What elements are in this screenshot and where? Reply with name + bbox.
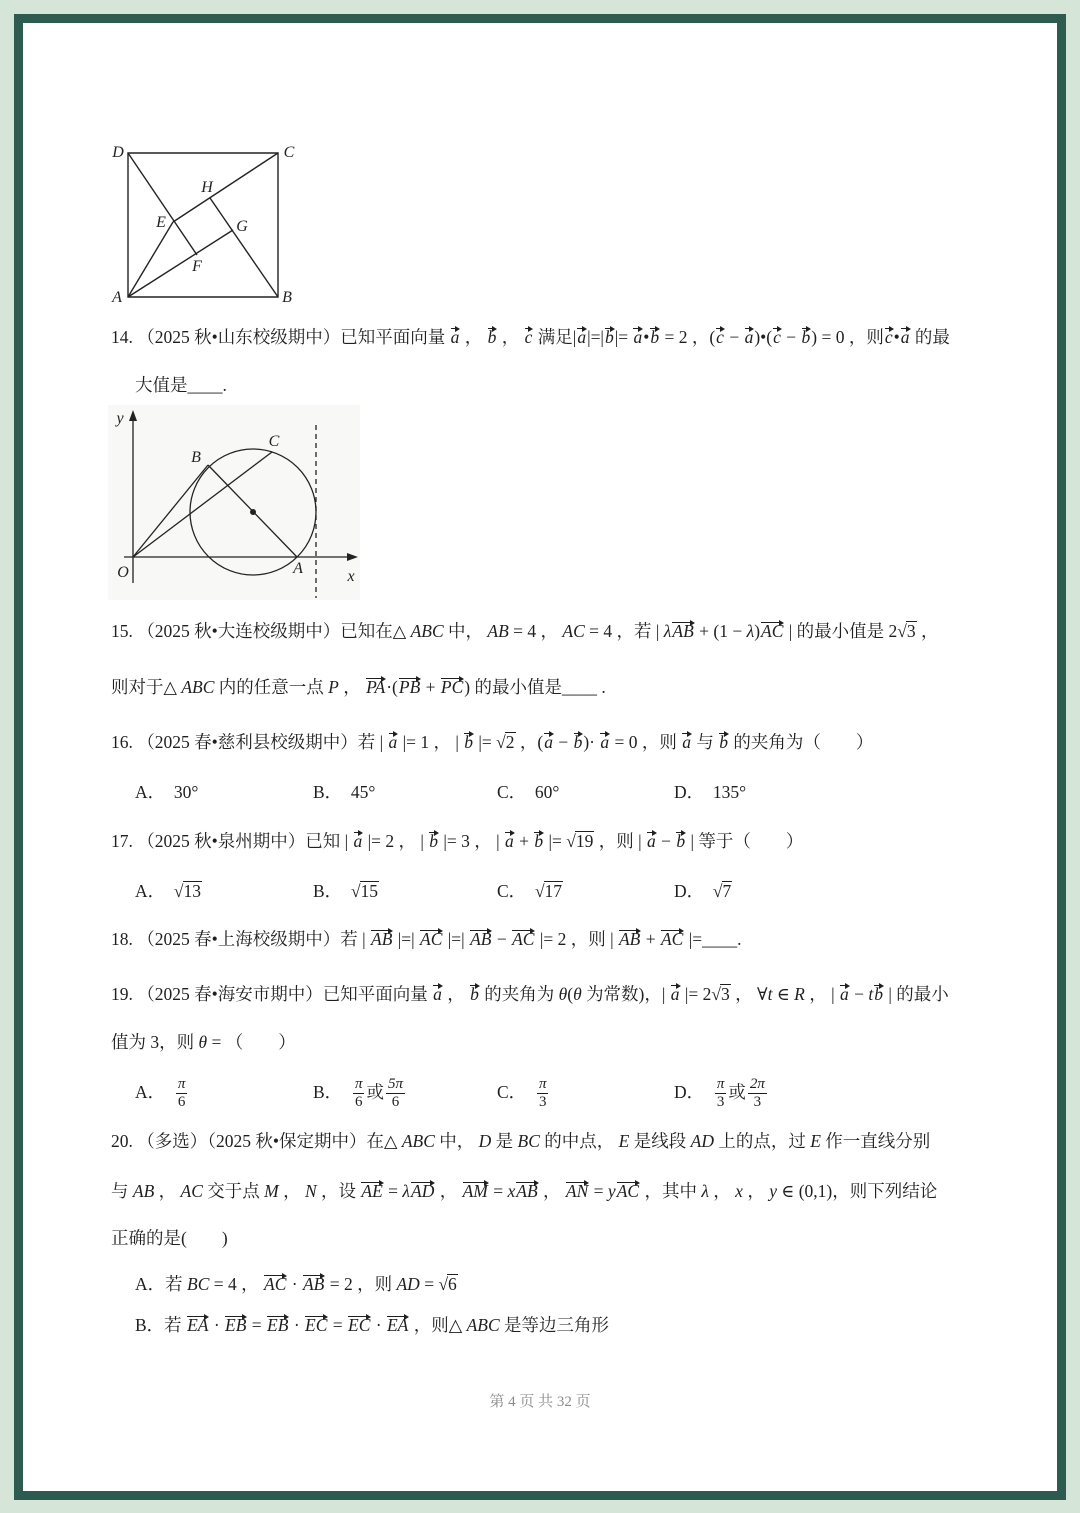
text-run: =	[589, 1181, 608, 1201]
fraction-denominator: 6	[354, 1094, 363, 1111]
text-run: 是	[491, 1131, 518, 1151]
text-run: −	[849, 984, 869, 1004]
segment-b-h	[210, 198, 278, 297]
text-run: C．	[497, 1082, 535, 1102]
text-run: |= 1 ， |	[398, 732, 464, 752]
vector-symbol: b	[676, 831, 686, 851]
q16-stem	[111, 730, 873, 754]
math-italic: AB	[487, 621, 509, 641]
q19-line-1	[111, 982, 949, 1006]
q14-line-2	[135, 373, 227, 397]
vector-symbol: b	[429, 831, 439, 851]
fraction	[386, 1077, 405, 1110]
axis-label-x: x	[347, 568, 355, 585]
vector-symbol: AC	[616, 1181, 640, 1201]
vector-symbol: c	[884, 327, 893, 347]
vector-symbol: a	[900, 327, 910, 347]
vector-symbol: a	[647, 831, 656, 851]
text-run: A．若	[135, 1274, 188, 1294]
text-run: 是线段	[629, 1131, 691, 1151]
math-italic: AD	[690, 1131, 714, 1151]
text-run: 17. （2025 秋•泉州期中）已知 |	[111, 831, 353, 851]
vector-symbol: AD	[411, 1181, 435, 1201]
vector-symbol: PA	[366, 677, 386, 697]
text-run: ·	[371, 1315, 386, 1335]
radicand: 13	[183, 881, 201, 901]
vector-symbol: PC	[440, 677, 464, 697]
vector-symbol: AC	[512, 929, 535, 949]
vector-symbol: EB	[225, 1315, 247, 1335]
text-run: ，则 |	[594, 831, 647, 851]
text-run: 的夹角为	[479, 984, 559, 1004]
point-label-c: C	[268, 433, 280, 450]
text-run: ，	[538, 1181, 565, 1201]
math-italic: AC	[562, 621, 585, 641]
text-run: √	[350, 881, 361, 901]
math-italic: x	[507, 1181, 516, 1201]
math-italic: x	[735, 1181, 743, 1201]
q16-option-b	[313, 780, 375, 804]
vertex-label-g: G	[236, 218, 248, 235]
math-italic: E	[618, 1131, 630, 1151]
text-run: ) 的最小值是____ .	[464, 677, 606, 697]
q16-option-a	[135, 780, 198, 804]
text-run: 值为 3，则	[111, 1032, 199, 1052]
math-italic: λ	[701, 1181, 709, 1201]
text-run: ，	[497, 327, 524, 347]
vector-symbol: a	[388, 732, 398, 752]
vector-symbol: AB	[302, 1274, 325, 1294]
q19-option-a	[135, 1075, 189, 1109]
math-italic: λ	[402, 1181, 411, 1201]
vertex-label-b: B	[282, 289, 292, 306]
vector-symbol: b	[470, 984, 479, 1004]
text-run: = 2 ，则	[325, 1274, 397, 1294]
text-run: = （ ）	[207, 1032, 296, 1052]
math-italic: λ	[746, 621, 755, 641]
math-italic: BC	[517, 1131, 540, 1151]
vector-symbol: AC	[761, 621, 784, 641]
math-italic: N	[304, 1181, 317, 1201]
text-run: 14. （2025 秋•山东校级期中）已知平面向量	[111, 327, 450, 347]
math-italic: BC	[187, 1274, 210, 1294]
text-run: ·	[289, 1315, 305, 1335]
math-italic: y	[769, 1181, 777, 1201]
text-run: 上的点，过	[713, 1131, 811, 1151]
fraction	[353, 1077, 365, 1110]
vertex-label-f: F	[192, 258, 202, 275]
page-number-footer: 第 4 页 共 32 页	[489, 1394, 591, 1410]
text-run: 正确的是( )	[111, 1228, 228, 1248]
text-run: = 2 ，(	[660, 327, 716, 347]
vertex-label-c: C	[283, 144, 295, 161]
fraction-numerator: π	[354, 1076, 363, 1093]
text-run: ·(	[386, 677, 398, 697]
vector-symbol: a	[600, 732, 610, 752]
q16-option-d	[674, 780, 746, 804]
q19-line-2	[111, 1030, 296, 1054]
text-run: =	[247, 1315, 267, 1335]
text-run: ，	[154, 1181, 181, 1201]
math-italic: ABC	[466, 1315, 500, 1335]
circle-center-dot	[250, 509, 256, 515]
text-run: D． 135°	[674, 782, 747, 802]
math-italic: AD	[396, 1274, 420, 1294]
text-run: 满足|	[533, 327, 577, 347]
text-run: 与	[692, 732, 719, 752]
text-run: ，则△	[409, 1315, 467, 1335]
q17-option-a	[135, 879, 202, 903]
text-run: C．	[497, 881, 535, 901]
q15-line-1	[111, 619, 939, 643]
text-run: |= 2 ，则 |	[535, 929, 618, 949]
text-run: 交于点	[202, 1181, 265, 1201]
q17-option-c	[497, 879, 563, 903]
vertex-label-e: E	[156, 214, 166, 231]
text-run: =	[383, 1181, 403, 1201]
figure-background	[108, 405, 360, 600]
q18-stem	[111, 927, 741, 951]
fraction-numerator: 5π	[387, 1076, 403, 1093]
text-run: ， |	[804, 984, 840, 1004]
text-run: | 的最小值是 2	[784, 621, 898, 641]
math-italic: ABC	[401, 1131, 435, 1151]
text-run: 20. （多选）（2025 秋•保定期中）在△	[111, 1131, 402, 1151]
text-run: −	[724, 327, 744, 347]
q19-option-c	[497, 1075, 550, 1109]
text-run: √	[438, 1274, 449, 1294]
fraction-numerator: π	[538, 1076, 547, 1093]
text-run: A．	[135, 1082, 174, 1102]
q20-line-2	[111, 1179, 937, 1203]
math-italic: y	[607, 1181, 616, 1201]
text-run: 是等边三角形	[499, 1315, 610, 1335]
q17-option-b	[313, 879, 379, 903]
vector-symbol: b	[464, 732, 474, 752]
vector-symbol: AC	[660, 929, 684, 949]
text-run: =	[488, 1181, 508, 1201]
vector-symbol: AB	[672, 621, 694, 641]
text-run: •	[643, 327, 650, 347]
vector-symbol: b	[573, 732, 583, 752]
text-run: 为常数)，|	[581, 984, 670, 1004]
vector-symbol: AB	[470, 929, 492, 949]
vertex-label-d: D	[112, 144, 124, 161]
text-run: √	[897, 621, 907, 641]
text-run: 的中点，	[539, 1131, 619, 1151]
vector-symbol: b	[801, 327, 811, 347]
vector-symbol: AN	[565, 1181, 589, 1201]
vector-symbol: EA	[386, 1315, 409, 1335]
q15-line-2	[111, 675, 606, 699]
text-run: 大值是____.	[135, 375, 227, 395]
fraction-denominator: 3	[716, 1094, 725, 1111]
text-run: 15. （2025 秋•大连校级期中）已知在△	[111, 621, 411, 641]
text-run: |=|	[393, 929, 420, 949]
vector-symbol: a	[544, 732, 553, 752]
text-run: 或	[728, 1082, 746, 1102]
text-run: √	[534, 881, 545, 901]
q19-option-b	[313, 1075, 407, 1109]
vector-symbol: EC	[348, 1315, 371, 1335]
q20-option-a	[135, 1272, 458, 1296]
vector-symbol: b	[604, 327, 614, 347]
text-run: 的最	[910, 327, 950, 347]
text-run: ，	[460, 327, 487, 347]
text-run: ) = 0 ，则	[811, 327, 884, 347]
vertex-label-a: A	[112, 289, 122, 306]
math-italic: θ	[198, 1032, 208, 1052]
vector-symbol: a	[633, 327, 643, 347]
math-italic: AB	[132, 1181, 155, 1201]
text-run: |=|	[587, 327, 604, 347]
vector-symbol: AB	[371, 929, 393, 949]
vector-symbol: EA	[187, 1315, 209, 1335]
text-run: ·	[287, 1274, 302, 1294]
text-run: =	[419, 1274, 439, 1294]
text-run: 的夹角为（ ）	[729, 732, 874, 752]
outer-square	[128, 153, 278, 297]
q14-line-1	[111, 325, 950, 349]
vector-symbol: AE	[361, 1181, 383, 1201]
text-run: B．	[313, 881, 351, 901]
vector-symbol: b	[650, 327, 660, 347]
radicand: 3	[906, 621, 916, 641]
text-run: D．	[674, 1082, 713, 1102]
text-run: +	[514, 831, 534, 851]
text-run: ，设	[316, 1181, 361, 1201]
vector-symbol: a	[682, 732, 691, 752]
text-run: 内的任意一点	[214, 677, 329, 697]
fraction	[537, 1077, 549, 1110]
point-label-b: B	[191, 449, 201, 466]
text-run: √	[711, 984, 722, 1004]
vector-symbol: b	[719, 732, 728, 752]
radicand: 15	[360, 881, 379, 901]
fraction	[176, 1077, 188, 1110]
text-run: √	[712, 881, 723, 901]
math-italic: ABC	[410, 621, 444, 641]
text-run: ，	[278, 1181, 305, 1201]
radicand: 3	[721, 984, 730, 1004]
text-run: | 的最小	[884, 984, 949, 1004]
math-italic: t	[767, 984, 773, 1004]
vector-symbol: AM	[462, 1181, 488, 1201]
text-run: A． 30°	[135, 782, 199, 802]
text-run: •	[893, 327, 900, 347]
q20-line-1	[111, 1129, 930, 1153]
vector-symbol: EB	[267, 1315, 289, 1335]
text-run: +	[421, 677, 440, 697]
text-run: C． 60°	[497, 782, 560, 802]
vector-symbol: AC	[420, 929, 443, 949]
text-run: |= 3 ， |	[439, 831, 505, 851]
math-italic: t	[868, 984, 874, 1004]
q16-option-c	[497, 780, 559, 804]
fraction-denominator: 3	[753, 1094, 762, 1111]
fraction-numerator: π	[177, 1076, 186, 1093]
vector-symbol: a	[670, 984, 680, 1004]
text-run: 16. （2025 春•慈利县校级期中）若 |	[111, 732, 388, 752]
text-run: ，	[442, 984, 470, 1004]
text-run: √	[566, 831, 576, 851]
fraction-denominator: 6	[177, 1094, 186, 1111]
figure-circle-axes	[105, 400, 370, 605]
text-run: +	[641, 929, 660, 949]
math-italic: P	[328, 677, 339, 697]
text-run: −	[492, 929, 512, 949]
text-run: −	[781, 327, 801, 347]
text-run: )·	[583, 732, 600, 752]
text-run: |=	[544, 831, 567, 851]
text-run: 18. （2025 春•上海校级期中）若 |	[111, 929, 371, 949]
vector-symbol: a	[505, 831, 514, 851]
vector-symbol: c	[716, 327, 724, 347]
vector-symbol: a	[433, 984, 442, 1004]
math-italic: M	[264, 1181, 279, 1201]
vector-symbol: EC	[305, 1315, 328, 1335]
radicand: 19	[575, 831, 594, 851]
vector-symbol: PB	[398, 677, 421, 697]
radicand: 6	[448, 1274, 457, 1294]
fraction-numerator: π	[716, 1076, 725, 1093]
vector-symbol: b	[534, 831, 544, 851]
math-italic: E	[810, 1131, 821, 1151]
q19-option-d	[674, 1075, 769, 1109]
vector-symbol: AB	[516, 1181, 538, 1201]
vector-symbol: a	[450, 327, 460, 347]
segment-a-e	[128, 222, 173, 297]
fraction	[748, 1077, 767, 1110]
text-run: = 0 ，则	[610, 732, 682, 752]
math-italic: AC	[180, 1181, 203, 1201]
math-italic: θ	[558, 984, 568, 1004]
text-run: 作一直线分别	[820, 1131, 931, 1151]
text-run: 中，	[443, 621, 488, 641]
math-italic: R	[794, 984, 805, 1004]
text-run: |=	[474, 732, 497, 752]
vector-symbol: AC	[264, 1274, 287, 1294]
text-run: = 4 ，	[508, 621, 563, 641]
math-italic: θ	[573, 984, 582, 1004]
q17-option-d	[674, 879, 732, 903]
text-run: ，	[742, 1181, 770, 1201]
text-run: ∈	[772, 984, 795, 1004]
text-run: ∈ (0,1)，则下列结论	[776, 1181, 938, 1201]
text-run: B．若	[135, 1315, 187, 1335]
text-run: |=	[614, 327, 633, 347]
q20-line-3	[111, 1226, 228, 1250]
fraction-denominator: 6	[391, 1094, 400, 1111]
radicand: 17	[544, 881, 563, 901]
segment-c-e	[173, 153, 278, 222]
text-run: B． 45°	[313, 782, 376, 802]
text-run: 19. （2025 春•海安市期中）已知平面向量	[111, 984, 433, 1004]
text-run: ·	[209, 1315, 225, 1335]
text-run: |=|	[443, 929, 470, 949]
text-run: √	[173, 881, 184, 901]
radicand: 7	[722, 881, 732, 901]
vector-symbol: a	[840, 984, 849, 1004]
fraction-numerator: 2π	[749, 1076, 765, 1093]
text-run: |= 2	[680, 984, 712, 1004]
text-run: =	[328, 1315, 348, 1335]
point-label-a: A	[293, 560, 303, 577]
text-run: + (1 −	[694, 621, 747, 641]
origin-label-o: O	[117, 564, 129, 581]
q20-option-b	[135, 1313, 609, 1337]
text-run: −	[553, 732, 573, 752]
vector-symbol: c	[524, 327, 533, 347]
text-run: −	[656, 831, 676, 851]
text-run: ，	[916, 621, 939, 641]
text-run: ，	[708, 1181, 736, 1201]
text-run: = 4 ，若 |	[584, 621, 664, 641]
math-italic: D	[478, 1131, 492, 1151]
fraction	[715, 1077, 727, 1110]
math-italic: λ	[663, 621, 672, 641]
q17-stem	[111, 829, 803, 853]
vector-symbol: a	[353, 831, 363, 851]
text-run: 中，	[434, 1131, 479, 1151]
text-run: B．	[313, 1082, 351, 1102]
text-run: )•(	[754, 327, 773, 347]
text-run: D．	[674, 881, 713, 901]
text-run: 则对于△	[111, 677, 182, 697]
text-run: ，	[435, 1181, 462, 1201]
radicand: 2	[505, 732, 515, 752]
axis-label-y: y	[116, 410, 124, 427]
vector-symbol: c	[773, 327, 781, 347]
text-run: )	[754, 621, 761, 641]
text-run: (	[567, 984, 574, 1004]
vertex-label-h: H	[201, 179, 213, 196]
text-run: |= 2 ， |	[363, 831, 429, 851]
figure-square-diagram	[100, 135, 305, 315]
text-run: ，	[338, 677, 366, 697]
text-run: 或	[366, 1082, 384, 1102]
text-run: 与	[111, 1181, 133, 1201]
vector-symbol: b	[487, 327, 497, 347]
text-run: ， ∀	[730, 984, 768, 1004]
text-run: ，(	[515, 732, 544, 752]
segment-a-g	[128, 230, 233, 297]
text-run: | 等于（ ）	[686, 831, 804, 851]
text-run: A．	[135, 881, 174, 901]
text-run: ，其中	[640, 1181, 702, 1201]
text-run: = 4 ，	[209, 1274, 264, 1294]
text-run: √	[496, 732, 506, 752]
vector-symbol: AB	[618, 929, 641, 949]
vector-symbol: a	[744, 327, 754, 347]
fraction-denominator: 3	[538, 1094, 547, 1111]
vector-symbol: b	[874, 984, 884, 1004]
math-italic: ABC	[181, 677, 215, 697]
text-run: |=____.	[684, 929, 742, 949]
vector-symbol: a	[577, 327, 587, 347]
